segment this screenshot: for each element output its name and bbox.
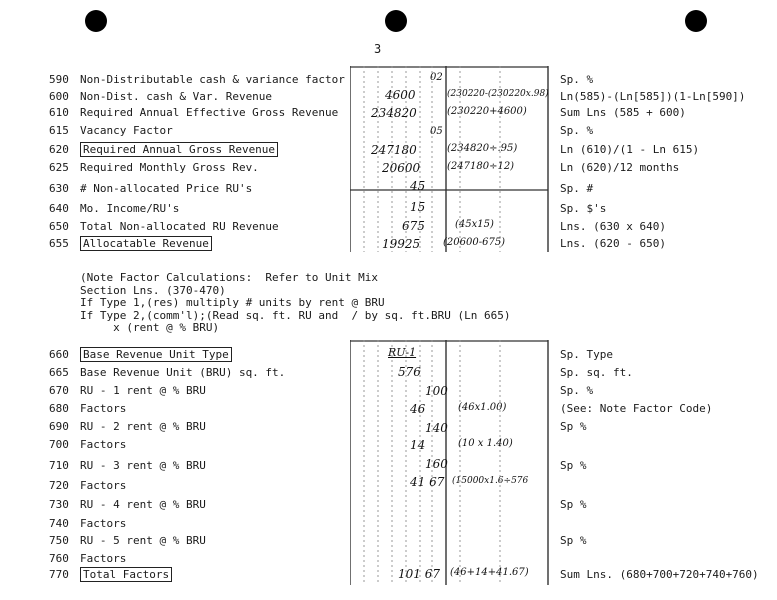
hw-620: 247180 [371,143,417,157]
line-reference: Sum Lns. (680+700+720+740+760) [560,568,759,581]
hw-610: 234820 [371,106,417,120]
line-description: Base Revenue Unit Type [80,348,232,362]
hw-660: RU-1 [388,346,417,359]
hw-700-calc: (10 x 1.40) [458,438,513,449]
hw-690: 140 [425,421,448,435]
hw-615: 05 [430,126,443,137]
line-number: 640 [49,202,69,215]
hw-770: 101 67 [398,567,440,581]
line-description: RU - 4 rent @ % BRU [80,498,206,511]
line-number: 690 [49,420,69,433]
line-number: 730 [49,498,69,511]
line-reference: Sp. Type [560,348,613,361]
line-reference: Lns. (620 - 650) [560,237,666,250]
line-reference: Sp. % [560,384,594,397]
line-number: 590 [49,73,69,86]
line-number: 720 [49,479,69,492]
line-description: RU - 2 rent @ % BRU [80,420,206,433]
line-description: Factors [80,402,127,415]
hw-655: 19925 [382,237,421,251]
factor-note: (Note Factor Calculations: Refer to Unit Mix Section Lns. (370-470) If Type 1,(res) multiply # units by rent @ BRU If Type 2,(comm'l);(Read sq. ft. RU and / by sq. ft.BRU (Ln 665) x (rent @ % BRU) [80,271,511,334]
punch-hole-center [385,10,407,32]
line-description: Total Non-allocated RU Revenue [80,220,279,233]
line-number: 680 [49,402,69,415]
line-description: Required Annual Gross Revenue [80,143,278,157]
page-number: 3 [374,42,382,56]
hw-720: 41 67 [410,475,445,489]
line-description: Factors [80,552,127,565]
line-number: 600 [49,90,69,103]
line-reference: Ln (620)/12 months [560,161,680,174]
hw-625: 20600 [382,161,421,175]
hw-680-calc: (46x1.00) [458,402,507,413]
punch-hole-left [85,10,107,32]
line-description: Non-Dist. cash & Var. Revenue [80,90,273,103]
line-number: 655 [49,237,69,250]
hw-625-calc: (247180÷12) [447,161,515,172]
hw-655-calc: (20600-675) [443,237,506,248]
line-reference: Sp. sq. ft. [560,366,633,379]
hw-680: 46 [410,402,426,416]
ledger-grid-2 [350,340,560,585]
line-number: 630 [49,182,69,195]
line-reference: Sp % [560,534,587,547]
line-description: RU - 3 rent @ % BRU [80,459,206,472]
line-number: 650 [49,220,69,233]
line-number: 620 [49,143,69,156]
line-reference: Sp. $'s [560,202,607,215]
line-reference: Sum Lns (585 + 600) [560,106,686,119]
line-description: RU - 5 rent @ % BRU [80,534,206,547]
line-description: Required Annual Effective Gross Revenue [80,106,339,119]
hw-640: 15 [410,200,426,214]
line-reference: Ln (610)/(1 - Ln 615) [560,143,700,156]
line-reference: Sp % [560,420,587,433]
line-description: Vacancy Factor [80,124,173,137]
line-number: 700 [49,438,69,451]
hw-650: 675 [402,219,425,233]
line-description: RU - 1 rent @ % BRU [80,384,206,397]
line-number: 610 [49,106,69,119]
line-description: Total Factors [80,568,172,582]
line-description: Factors [80,438,127,451]
line-description: Base Revenue Unit (BRU) sq. ft. [80,366,286,379]
hw-710: 160 [425,457,448,471]
line-number: 660 [49,348,69,361]
line-number: 740 [49,517,69,530]
line-number: 760 [49,552,69,565]
hw-600: 4600 [385,88,416,102]
hw-620-calc: (234820÷.95) [447,143,518,154]
line-description: Allocatable Revenue [80,237,212,251]
line-reference: (See: Note Factor Code) [560,402,713,415]
hw-600-calc: (230220-(230220x.98) [447,89,549,99]
line-description: Factors [80,479,127,492]
hw-665: 576 [398,365,421,379]
punch-hole-right [685,10,707,32]
line-number: 625 [49,161,69,174]
hw-610-calc: (230220+4600) [447,106,527,117]
hw-700: 14 [410,438,426,452]
line-reference: Sp. # [560,182,594,195]
line-reference: Sp % [560,498,587,511]
line-number: 710 [49,459,69,472]
line-description: Mo. Income/RU's [80,202,180,215]
line-description: # Non-allocated Price RU's [80,182,253,195]
line-reference: Sp. % [560,124,594,137]
line-reference: Sp % [560,459,587,472]
line-description: Non-Distributable cash & variance factor [80,73,345,86]
line-reference: Lns. (630 x 640) [560,220,666,233]
hw-630: 45 [410,179,426,193]
line-number: 615 [49,124,69,137]
line-description: Factors [80,517,127,530]
line-number: 750 [49,534,69,547]
line-reference: Ln(585)-(Ln[585])(1-Ln[590]) [560,90,746,103]
line-description: Required Monthly Gross Rev. [80,161,259,174]
line-reference: Sp. % [560,73,594,86]
hw-650-calc: (45x15) [455,219,494,230]
hw-770-calc: (46+14+41.67) [450,567,529,578]
hw-670: 100 [425,384,448,398]
hw-720-calc: (15000x1.6÷576 [452,476,529,486]
hw-590: 02 [430,72,443,83]
line-number: 670 [49,384,69,397]
line-number: 665 [49,366,69,379]
line-number: 770 [49,568,69,581]
